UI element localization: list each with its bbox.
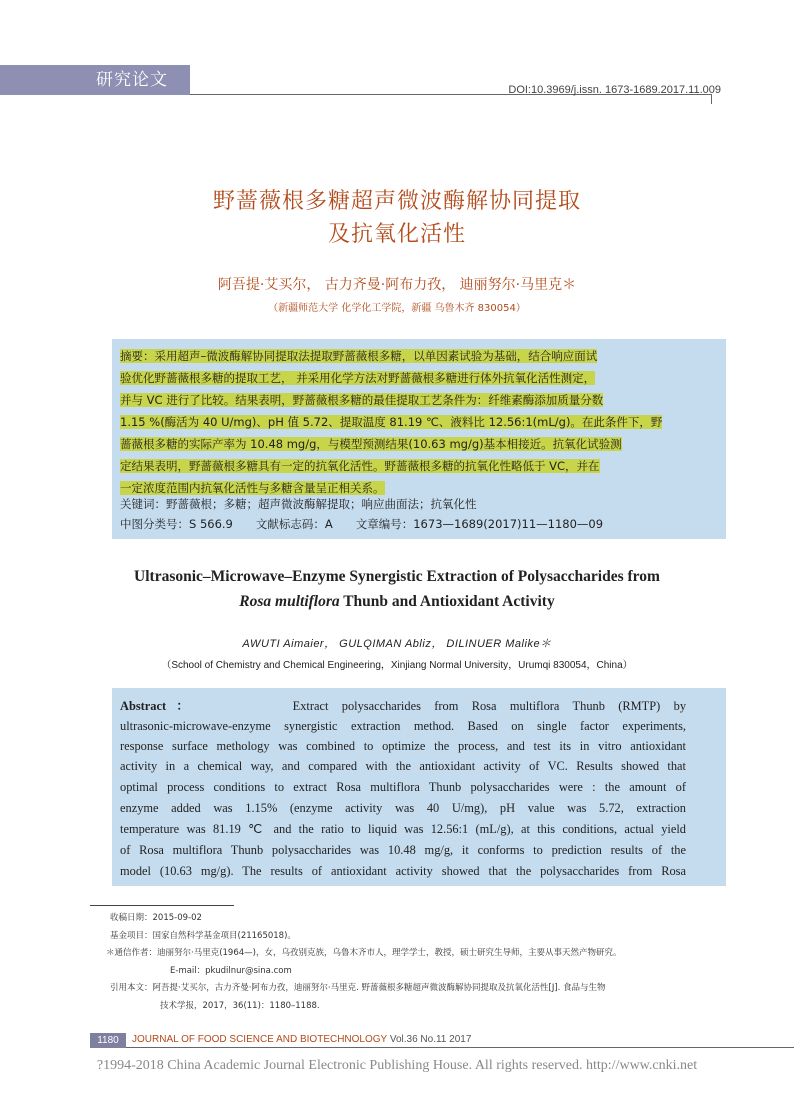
- doi: DOI:10.3969/j.issn. 1673-1689.2017.11.009: [508, 84, 721, 96]
- abstract-en-line: temperature was 81.19 ℃ and the ratio to liquid was 12.56:1 (mL/g), at this conditions, actual yield: [120, 822, 686, 836]
- footnote-divider: [90, 905, 234, 906]
- abstract-en-line: model (10.63 mg/g). The results of antioxidant activity showed that the polysaccharides from Rosa: [120, 864, 686, 878]
- footnote-fund: 基金项目：国家自然科学基金项目(21165018)。: [110, 931, 296, 941]
- abstract-en-line: Abstract： Extract polysaccharides from Rosa multiflora Thunb (RMTP) by: [120, 699, 687, 713]
- abstract-cn-line: 1.15 %(酶活为 40 U/mg)、pH 值 5.72、提取温度 81.19 ℃、液料比 12.56:1(mL/g)。在此条件下，野: [120, 415, 663, 429]
- abstract-en-line: activity in a chemical way, and compared with the antioxidant activity of VC. Results showed that: [120, 759, 686, 773]
- keywords-cn: 关键词：野蔷薇根；多糖；超声微波酶解提取；响应曲面法；抗氧化性: [120, 497, 477, 511]
- title-cn-line1: 野蔷薇根多糖超声微波酶解协同提取: [212, 189, 581, 214]
- footnote-citation-cont: 技术学报，2017，36(11)：1180–1188.: [160, 1001, 320, 1011]
- footnote-email: E-mail：pkudilnur@sina.com: [170, 966, 292, 976]
- section-label: 研究论文: [0, 65, 190, 95]
- title-cn-line2: 及抗氧化活性: [327, 222, 466, 247]
- authors-en: AWUTI Aimaier， GULQIMAN Abliz， DILINUER Malike＊: [242, 638, 552, 650]
- abstract-cn-line: 一定浓度范围内抗氧化活性与多糖含量呈正相关系。: [120, 481, 385, 495]
- abstract-cn-line: 摘要：采用超声–微波酶解协同提取法提取野蔷薇根多糖，以单因素试验为基础，结合响应面试: [120, 349, 598, 363]
- footer-divider: [126, 1047, 794, 1048]
- title-en-line2: Rosa multiflora Thunb and Antioxidant Activity: [239, 593, 555, 610]
- footnote-received: 收稿日期：2015-09-02: [110, 913, 202, 923]
- abstract-en-line: response surface methology was combined to optimize the process, and test its in vitro antioxidant: [120, 739, 686, 753]
- affiliation-cn: （新疆师范大学 化学化工学院，新疆 乌鲁木齐 830054）: [268, 303, 526, 314]
- page-number: 1180: [90, 1033, 126, 1048]
- footnote-corresponding: ＊通信作者：迪丽努尔·马里克(1964—)，女，乌孜别克族，乌鲁木齐市人，理学学士，教授，硕士研究生导师，主要从事天然产物研究。: [106, 948, 622, 958]
- classification-cn: 中图分类号：S 566.9 文献标志码：A 文章编号：1673—1689(2017)11—1180—09: [120, 517, 604, 531]
- footnote-citation: 引用本文：阿吾提·艾买尔，古力齐曼·阿布力孜，迪丽努尔·马里克. 野蔷薇根多糖超声微波酶解协同提取及抗氧化活性[J]. 食品与生物: [110, 983, 606, 993]
- affiliation-en: （School of Chemistry and Chemical Engineering，Xinjiang Normal University，Urumqi 830054，China）: [161, 660, 633, 671]
- copyright-notice: ?1994-2018 China Academic Journal Electronic Publishing House. All rights reserved. http://www.cnki.net: [96, 1058, 698, 1073]
- abstract-cn-line: 定结果表明，野蔷薇根多糖具有一定的抗氧化活性。野蔷薇根多糖的抗氧化性略低于 VC，并在: [120, 459, 600, 473]
- authors-cn: 阿吾提·艾买尔， 古力齐曼·阿布力孜， 迪丽努尔·马里克＊: [217, 277, 577, 293]
- abstract-cn-line: 验优化野蔷薇根多糖的提取工艺， 并采用化学方法对野蔷薇根多糖进行体外抗氧化活性测定，: [120, 371, 596, 385]
- abstract-en-line: ultrasonic-microwave-enzyme synergistic extraction method. Based on single factor experiments,: [120, 719, 686, 733]
- title-en-line1: Ultrasonic–Microwave–Enzyme Synergistic Extraction of Polysaccharides from: [134, 568, 660, 585]
- abstract-en-line: optimal process conditions to extract Rosa multiflora Thunb polysaccharides were : the amount of: [120, 780, 686, 794]
- abstract-cn-line: 蔷薇根多糖的实际产率为 10.48 mg/g，与模型预测结果(10.63 mg/g)基本相接近。抗氧化试验测: [120, 437, 622, 451]
- journal-name: JOURNAL OF FOOD SCIENCE AND BIOTECHNOLOGY Vol.36 No.11 2017: [132, 1034, 472, 1045]
- abstract-cn-line: 并与 VC 进行了比较。结果表明，野蔷薇根多糖的最佳提取工艺条件为：纤维素酶添加质量分数: [120, 393, 604, 407]
- abstract-en-line: of Rosa multiflora Thunb polysaccharides was 10.48 mg/g, it conforms to prediction results of the: [120, 843, 686, 857]
- abstract-en-line: enzyme added was 1.15% (enzyme activity was 40 U/mg), pH value was 5.72, extraction: [120, 801, 686, 815]
